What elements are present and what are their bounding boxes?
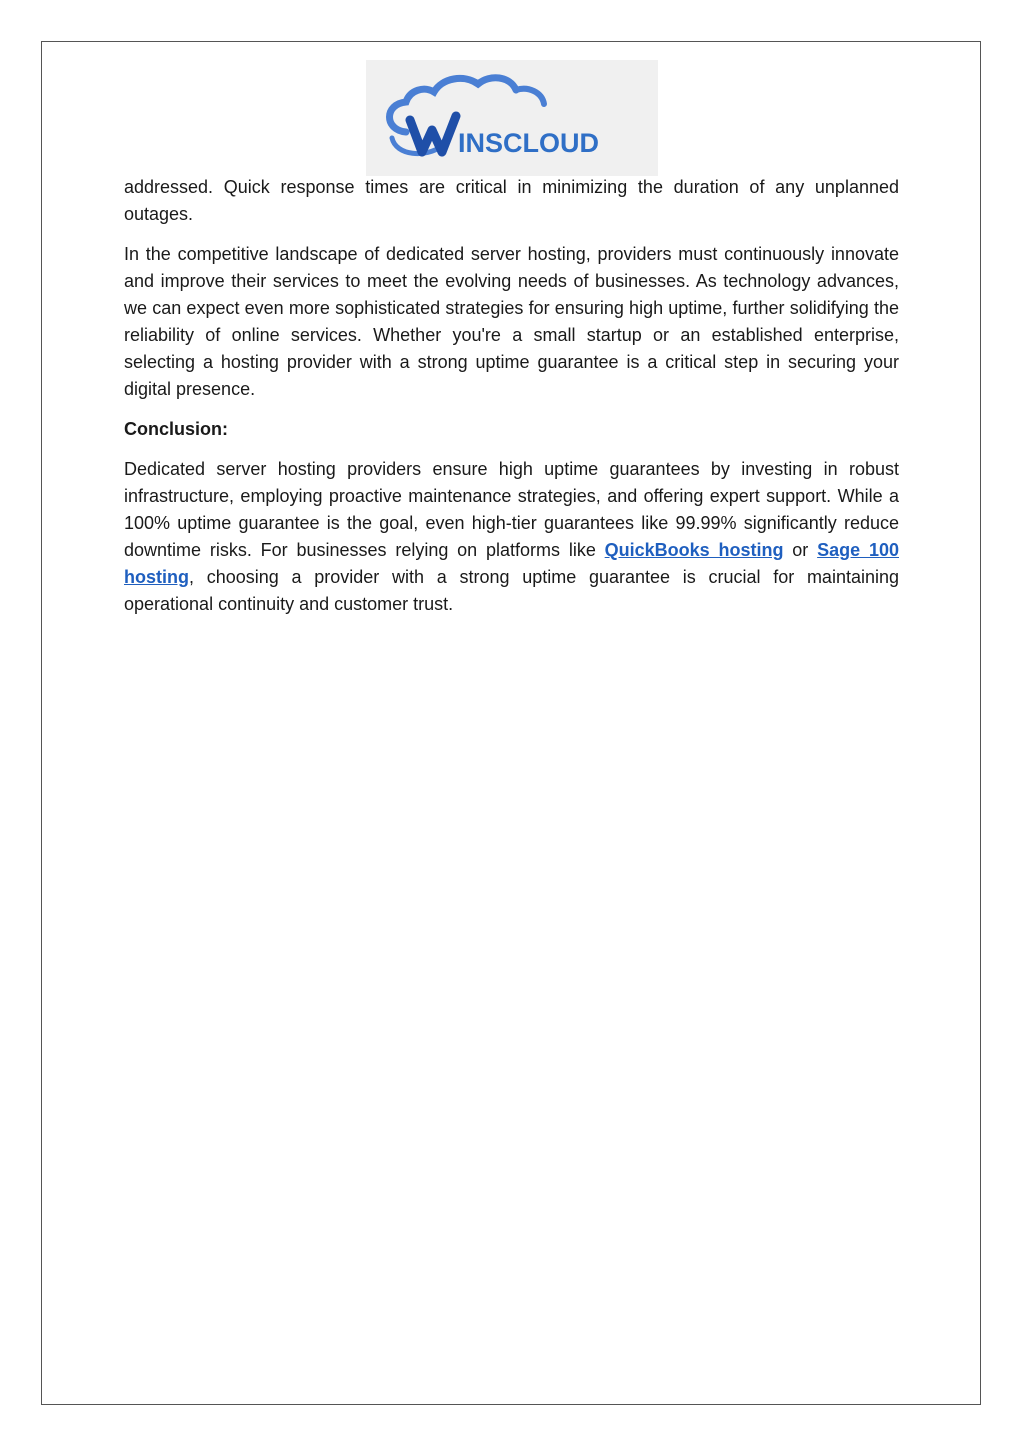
cloud-logo-icon bbox=[366, 60, 658, 176]
quickbooks-hosting-link[interactable]: QuickBooks hosting bbox=[604, 540, 784, 560]
conclusion-heading: Conclusion: bbox=[124, 419, 228, 439]
conclusion-text-1: Dedicated server hosting providers ensure high uptime guarantees by investing in robust infrastructure, employing proactive maintenance strategies, and offering expert support. While a 100% uptime guarantee is the goal, even high-tier guarantees like 99.99% significantly reduce downtime risks. For businesses relying on platforms like bbox=[124, 459, 899, 560]
sage-100-hosting-link[interactable]: Sage 100 hosting bbox=[124, 540, 899, 587]
logo-wordmark: INSCLOUD bbox=[458, 128, 599, 158]
winscloud-logo bbox=[366, 60, 658, 176]
paragraph-intro: addressed. Quick response times are critical in minimizing the duration of any unplanned outages. bbox=[124, 177, 899, 224]
conclusion-text-3: , choosing a provider with a strong uptime guarantee is crucial for maintaining operational continuity and customer trust. bbox=[124, 567, 899, 614]
conclusion-text-2: or bbox=[783, 540, 818, 560]
document-body bbox=[124, 174, 899, 631]
paragraph-competitive-landscape: In the competitive landscape of dedicated server hosting, providers must continuously innovate and improve their services to meet the evolving needs of businesses. As technology advances, we can expect even more sophisticated strategies for ensuring high uptime, further solidifying the reliability of online services. Whether you're a small startup or an established enterprise, selecting a hosting provider with a strong uptime guarantee is a critical step in securing your digital presence. bbox=[124, 244, 899, 399]
paragraph-conclusion bbox=[124, 456, 899, 618]
